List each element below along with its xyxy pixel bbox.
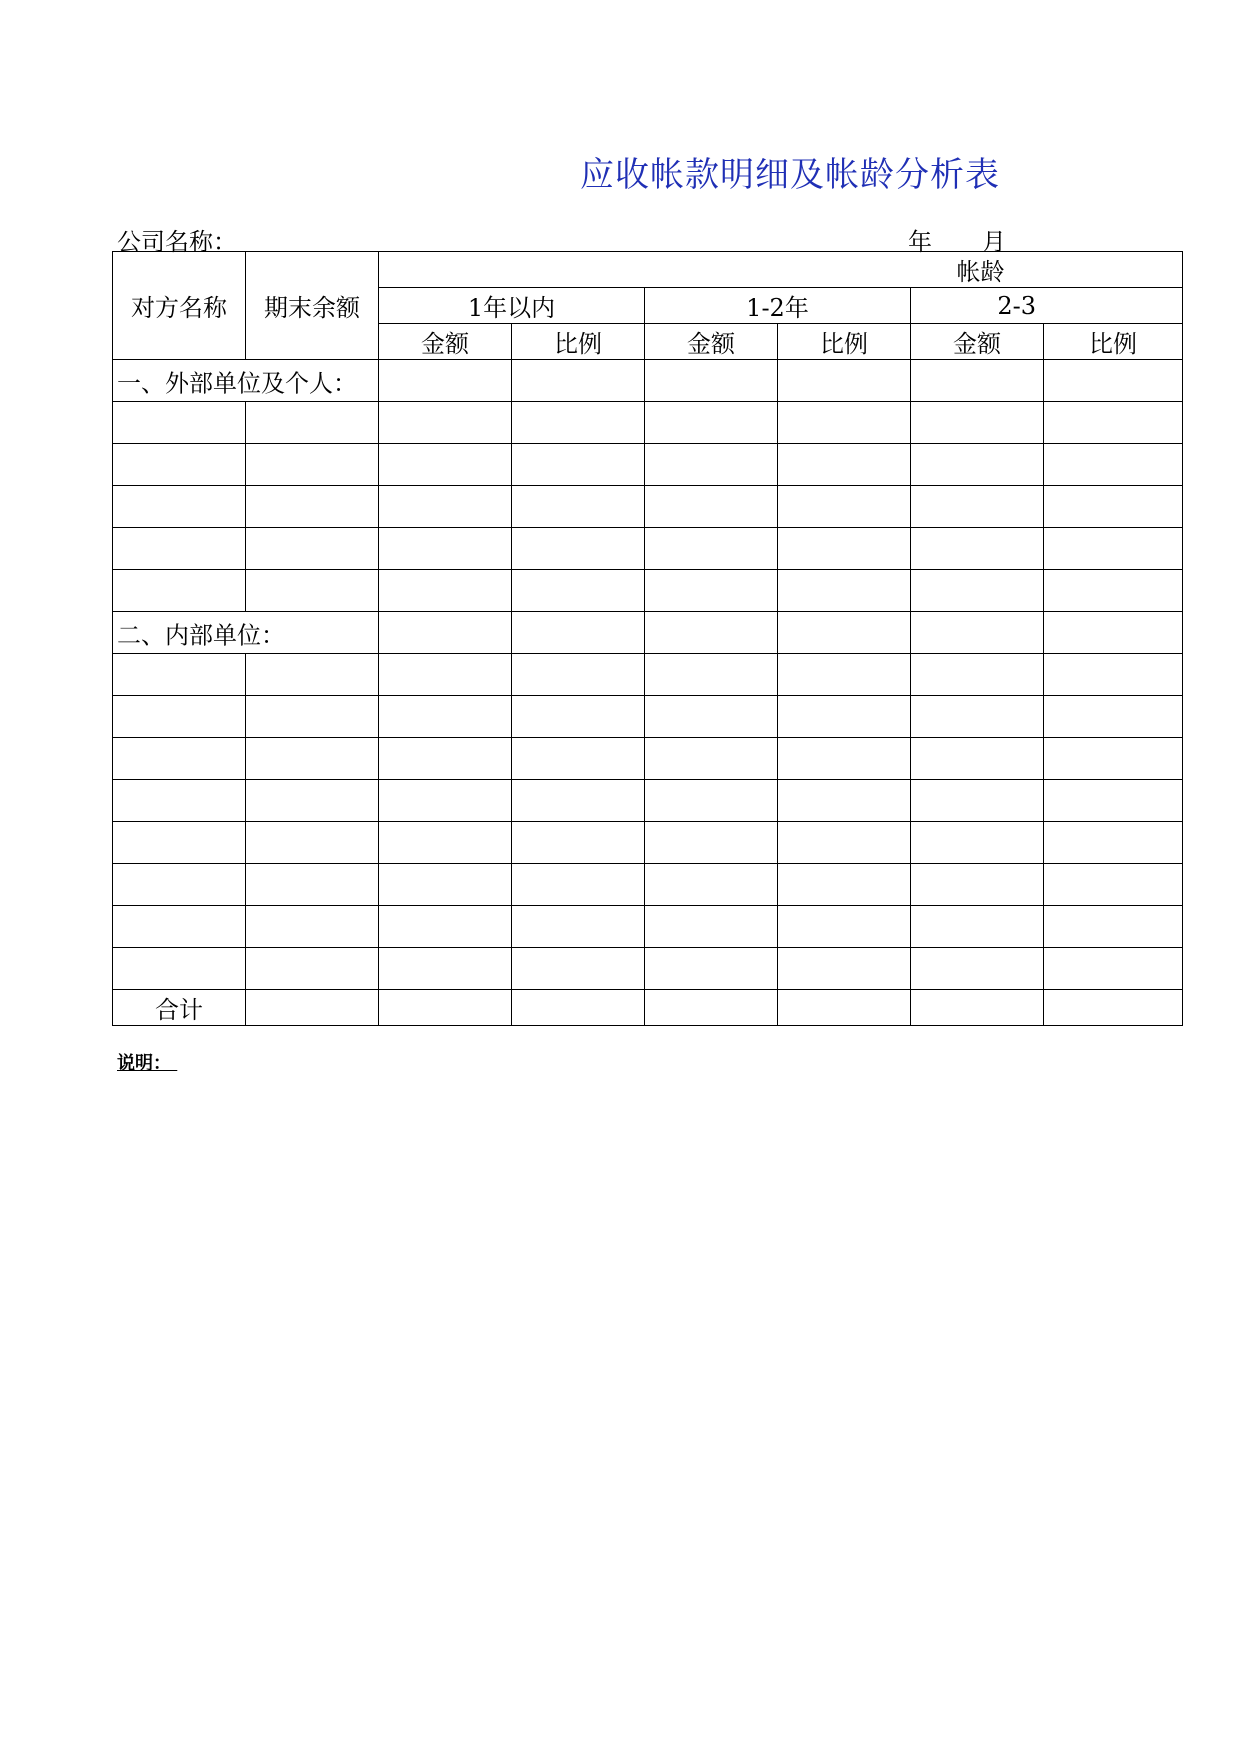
header-counterparty: 对方名称 [113, 252, 246, 360]
section-external [113, 360, 357, 402]
table-row [113, 528, 1183, 570]
table-row [113, 948, 1183, 990]
table-row [113, 780, 1183, 822]
table-row [113, 360, 1183, 402]
year-label: 年 [908, 228, 932, 256]
header-amount: 金额 [645, 324, 778, 360]
section-internal-label: 二、内部单位： [117, 621, 285, 649]
table-row [113, 906, 1183, 948]
header-amount: 金额 [379, 324, 512, 360]
table-row [113, 570, 1183, 612]
header-2-3y [911, 288, 1183, 324]
note-label: 说明： [117, 1053, 178, 1074]
aging-table [112, 251, 1183, 1026]
section-external-label: 一、外部单位及个人： [117, 369, 357, 397]
table-row [113, 822, 1183, 864]
aging-table-viewport [112, 251, 1138, 1024]
table-row [113, 486, 1183, 528]
header-aging-label: 帐龄 [956, 258, 1005, 286]
month-label: 月 [982, 228, 1006, 256]
header-ending-balance: 期末余额 [246, 252, 379, 360]
header-aging [379, 252, 1183, 288]
header-within-1y: 1年以内 [379, 288, 645, 324]
table-row [113, 696, 1183, 738]
header-ratio: 比例 [1044, 324, 1183, 360]
table-row [113, 444, 1183, 486]
header-ratio: 比例 [778, 324, 911, 360]
document-title: 应收帐款明细及帐龄分析表 [580, 155, 1000, 195]
header-1-2y: 1-2年 [645, 288, 911, 324]
table-row [113, 402, 1183, 444]
company-name-label: 公司名称： [117, 228, 237, 256]
table-row [113, 738, 1183, 780]
section-internal [113, 612, 285, 654]
header-2-3y-label: 2-3 [997, 291, 1037, 320]
table-row [113, 654, 1183, 696]
header-amount: 金额 [911, 324, 1044, 360]
table-row [113, 612, 1183, 654]
table-row [113, 864, 1183, 906]
total-label: 合计 [113, 990, 246, 1026]
header-ratio: 比例 [512, 324, 645, 360]
total-row [113, 990, 1183, 1026]
